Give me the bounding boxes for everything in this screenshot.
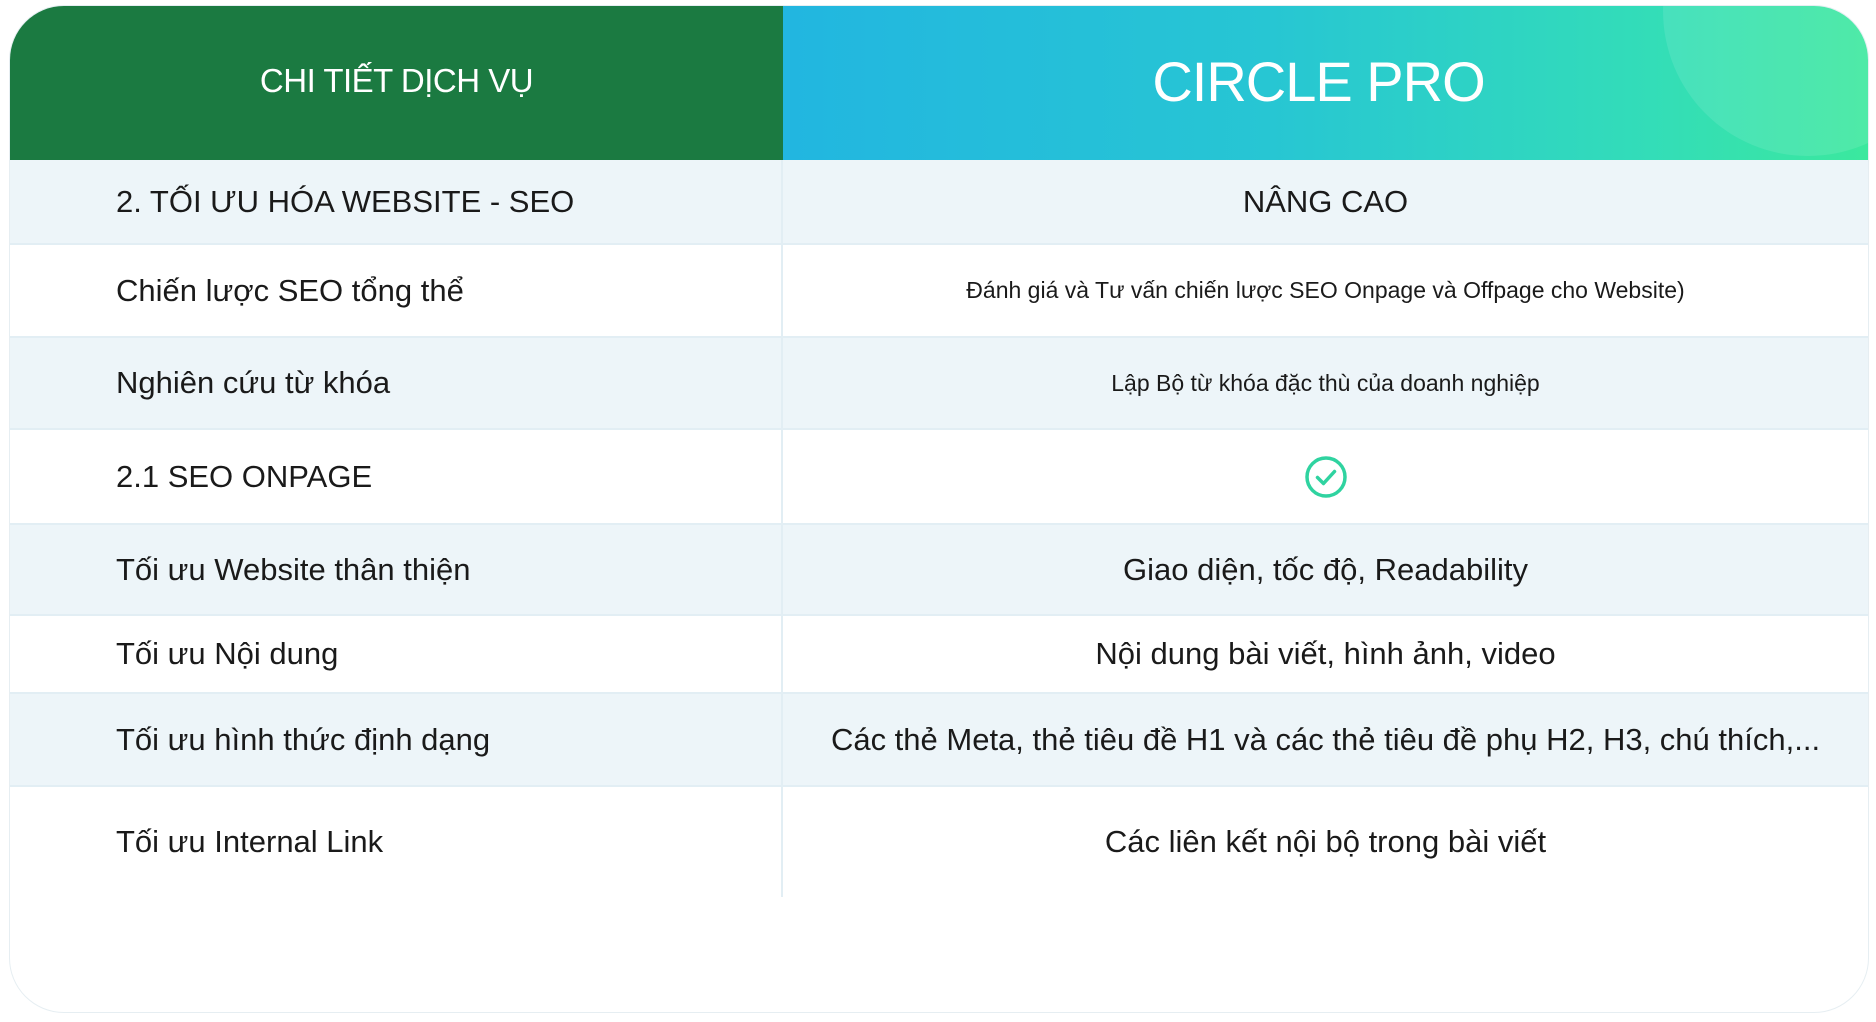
feature-cell: Tối ưu Website thân thiện — [10, 525, 783, 614]
feature-cell: Chiến lược SEO tổng thể — [10, 245, 783, 336]
table-row — [10, 525, 1868, 616]
header-service-details — [10, 6, 783, 160]
table-body — [10, 160, 1868, 897]
value-cell: Các thẻ Meta, thẻ tiêu đề H1 và các thẻ tiêu đề phụ H2, H3, chú thích,... — [830, 721, 1821, 757]
value-cell: Đánh giá và Tư vấn chiến lược SEO Onpage và Offpage cho Website) — [966, 277, 1685, 303]
table-row — [10, 694, 1868, 787]
header-decoration — [1663, 6, 1868, 156]
table-row — [10, 338, 1868, 430]
feature-cell: 2. TỐI ƯU HÓA WEBSITE - SEO — [10, 160, 783, 243]
value-cell — [783, 430, 1868, 523]
feature-cell: Tối ưu Nội dung — [10, 616, 783, 692]
value-cell: Lập Bộ từ khóa đặc thù của doanh nghiệp — [1111, 369, 1540, 396]
table-row — [10, 160, 1868, 245]
comparison-table — [10, 6, 1868, 1012]
table-row — [10, 616, 1868, 694]
header-plan — [783, 6, 1868, 160]
value-cell: Các liên kết nội bộ trong bài viết — [1104, 824, 1547, 859]
table-row — [10, 245, 1868, 338]
check-circle-icon — [1304, 455, 1348, 499]
value-cell: Giao diện, tốc độ, Readability — [1123, 551, 1528, 587]
header-left-title: CHI TIẾT DỊCH VỤ — [259, 62, 534, 99]
table-row — [10, 787, 1868, 897]
value-cell: NÂNG CAO — [1242, 183, 1409, 219]
value-cell: Nội dung bài viết, hình ảnh, video — [1095, 636, 1556, 671]
header-plan-title: CIRCLE PRO — [1152, 49, 1485, 113]
table-header — [10, 6, 1868, 160]
feature-cell: Tối ưu Internal Link — [10, 787, 783, 897]
feature-cell: 2.1 SEO ONPAGE — [10, 430, 783, 523]
feature-cell: Nghiên cứu từ khóa — [10, 338, 783, 428]
feature-cell: Tối ưu hình thức định dạng — [10, 694, 783, 785]
table-row — [10, 430, 1868, 525]
